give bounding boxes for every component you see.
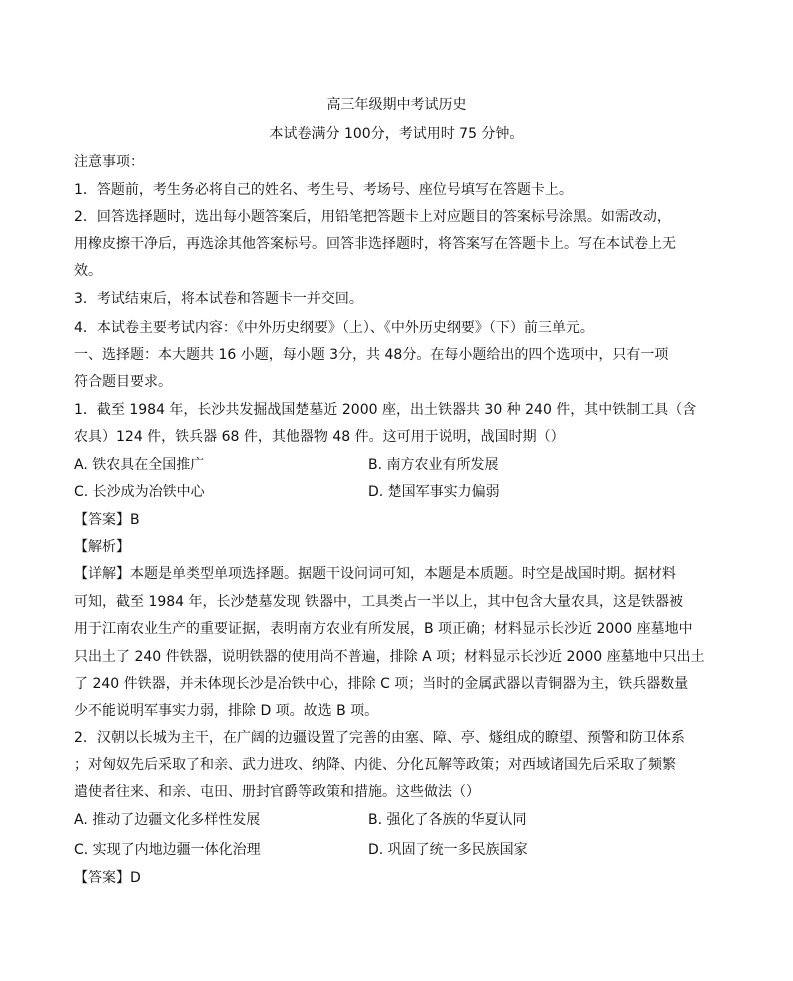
q1-detail-line-6: 少不能说明军事实力弱，排除 D 项。故选 B 项。 (74, 703, 379, 719)
notice-item-1: 1．答题前，考生务必将自己的姓名、考生号、考场号、座位号填写在答题卡上。 (74, 182, 573, 198)
notice-item-3: 3．考试结束后，将本试卷和答题卡一并交回。 (74, 291, 363, 307)
q1-option-a: A. 铁农具在全国推广 (74, 457, 205, 473)
q1-detail-line-2: 可知，截至 1984 年，长沙楚墓发现 铁器中，工具类占一半以上，其中包含大量农具，这是铁器被 (74, 594, 683, 610)
exam-subtitle: 本试卷满分 100分，考试用时 75 分钟。 (269, 126, 524, 142)
q2-stem-line-2: ；对匈奴先后采取了和亲、武力进攻、纳降、内徙、分化瓦解等政策；对西域诸国先后采取了频繁 (74, 757, 676, 773)
q1-option-b: B. 南方农业有所发展 (368, 457, 499, 473)
notice-item-2-line-3: 效。 (74, 263, 102, 279)
notice-item-4: 4．本试卷主要考试内容：《中外历史纲要》（上）、《中外历史纲要》（下）前三单元。 (74, 320, 594, 336)
q1-option-d: D. 楚国军事实力偏弱 (368, 484, 500, 500)
q1-answer: 【答案】B (74, 512, 140, 528)
q1-analysis-heading: 【解析】 (74, 539, 130, 555)
q1-stem-line-1: 1．截至 1984 年，长沙共发掘战国楚墓近 2000 座，出土铁器共 30 种 240 件，其中铁制工具（含 (74, 402, 697, 418)
section-1-line-1: 一、选择题：本大题共 16 小题，每小题 3分，共 48分。在每小题给出的四个选项中，只有一项 (74, 347, 669, 363)
exam-title: 高三年级期中考试历史 (326, 97, 467, 113)
q1-detail-line-3: 用于江南农业生产的重要证据，表明南方农业有所发展，B 项正确；材料显示长沙近 2000 座墓地中 (74, 621, 693, 637)
q1-detail-line-5: 了 240 件铁器，并未体现长沙是冶铁中心，排除 C 项；当时的金属武器以青铜器为主，铁兵器数量 (74, 676, 689, 692)
q2-stem-line-3: 遣使者往来、和亲、屯田、册封官爵等政策和措施。这些做法（） (74, 784, 480, 800)
q2-stem-line-1: 2．汉朝以长城为主干，在广阔的边疆设置了完善的由塞、障、亭、燧组成的瞭望、预警和防卫体系 (74, 730, 685, 746)
q1-option-c: C. 长沙成为冶铁中心 (74, 484, 205, 500)
notice-item-2-line-1: 2．回答选择题时，选出每小题答案后，用铅笔把答题卡上对应题目的答案标号涂黑。如需改动， (74, 209, 671, 225)
q2-answer: 【答案】D (74, 870, 141, 886)
q2-option-a: A. 推动了边疆文化多样性发展 (74, 812, 261, 828)
q1-stem-line-2: 农具）124 件，铁兵器 68 件，其他器物 48 件。这可用于说明，战国时期（） (74, 429, 565, 445)
q2-option-d: D. 巩固了统一多民族国家 (368, 842, 528, 858)
section-1-line-2: 符合题目要求。 (74, 374, 172, 390)
q2-option-c: C. 实现了内地边疆一体化治理 (74, 842, 261, 858)
notice-heading: 注意事项： (74, 154, 144, 170)
q1-detail-line-4: 只出土了 240 件铁器，说明铁器的使用尚不普遍，排除 A 项；材料显示长沙近 2000 座墓地中只出土 (74, 649, 705, 665)
q2-option-b: B. 强化了各族的华夏认同 (368, 812, 527, 828)
q1-detail-line-1: 【详解】本题是单类型单项选择题。据题干设问词可知，本题是本质题。时空是战国时期。据材料 (74, 566, 676, 582)
notice-item-2-line-2: 用橡皮擦干净后，再选涂其他答案标号。回答非选择题时，将答案写在答题卡上。写在本试卷上无 (74, 236, 676, 252)
